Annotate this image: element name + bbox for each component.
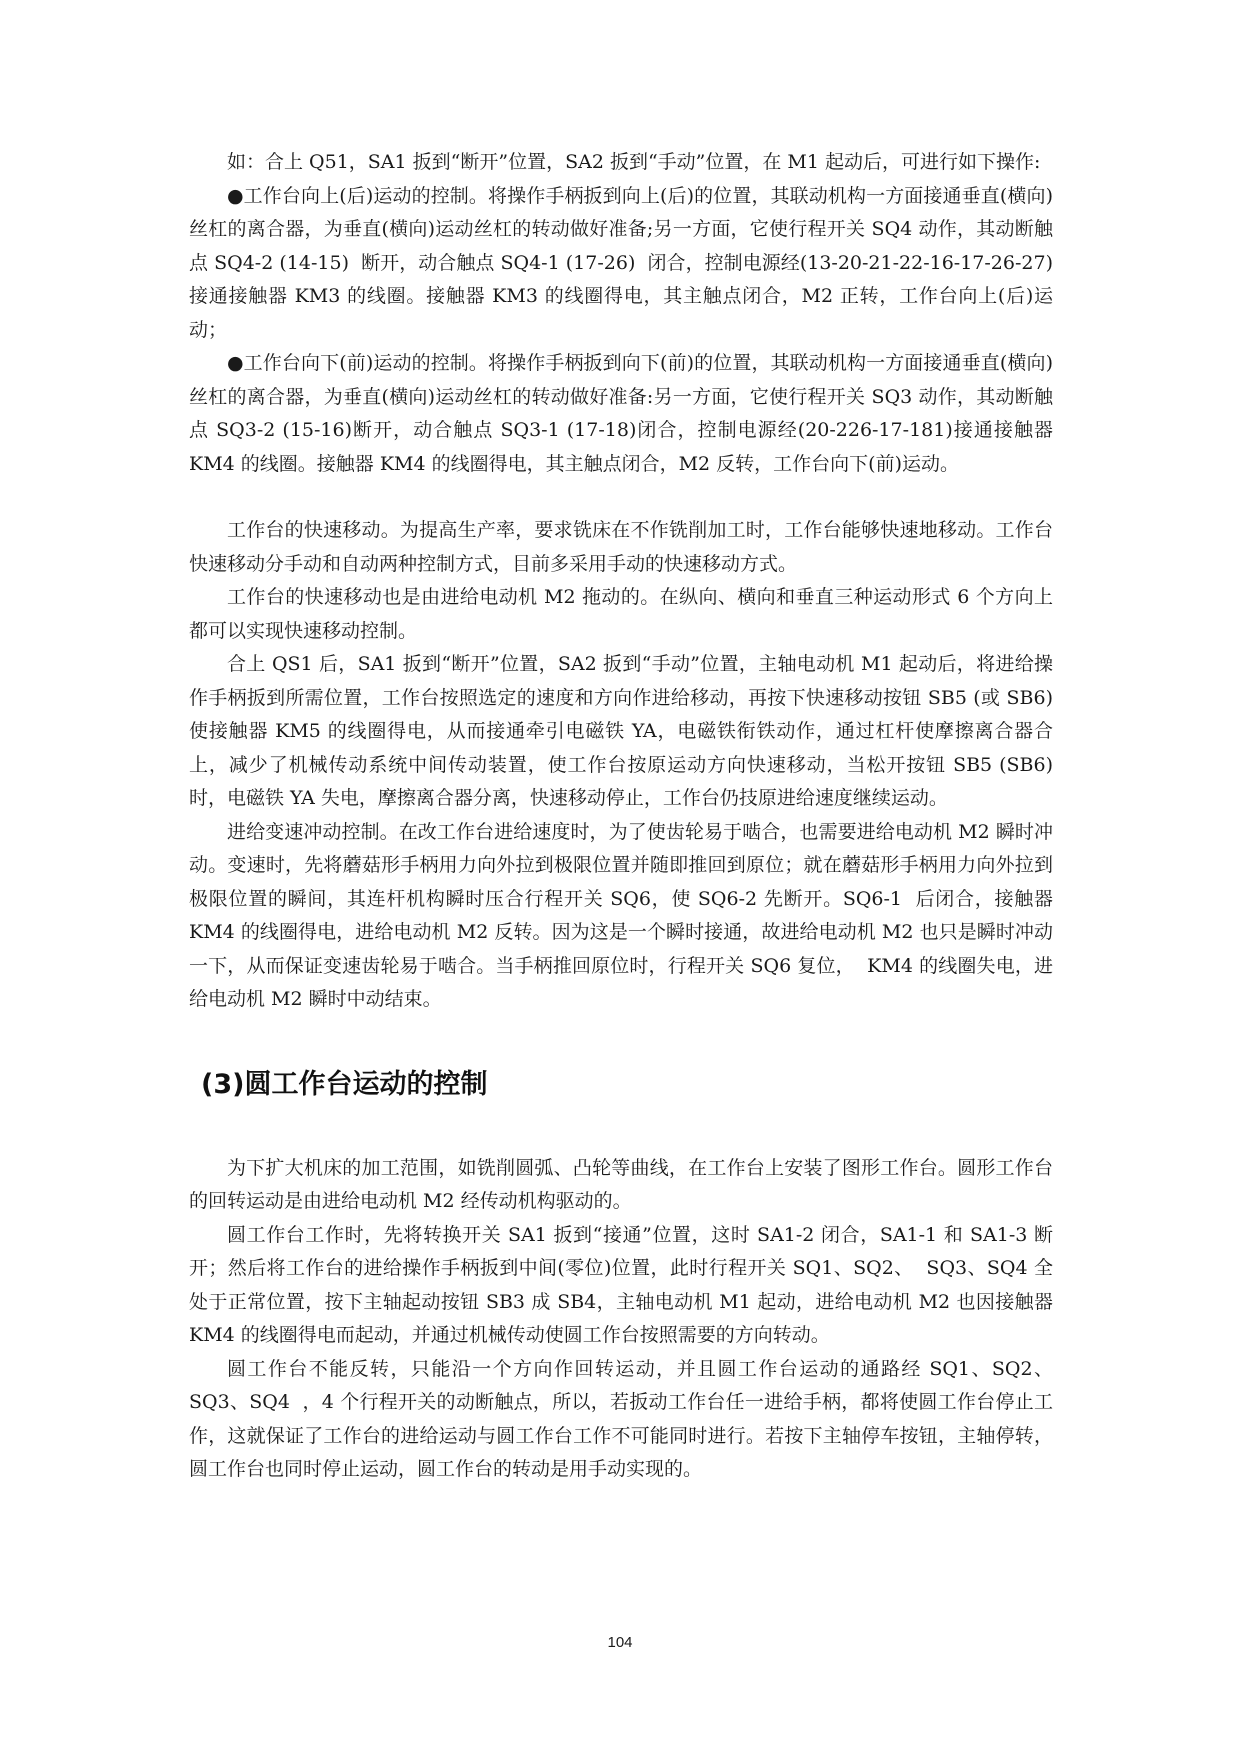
paragraph-round-table-interlock: 圆工作台不能反转，只能沿一个方向作回转运动，并且圆工作台运动的通路经 SQ1、SQ2、SQ3、SQ4 ，4 个行程开关的动断触点，所以，若扳动工作台任一进给手柄，都将使圆工作台停止工作，这就保证了工作台的进给运动与圆工作台工作不可能同时进行。若按下主轴停车按钮，主轴停转，圆工作台也同时停止运动，圆工作台的转动是用手动实现的。 <box>189 1357 1053 1480</box>
page-number: 104 <box>607 1634 633 1651</box>
paragraph-round-table-operation: 圆工作台工作时，先将转换开关 SA1 扳到“接通”位置，这时 SA1-2 闭合，SA1-1 和 SA1-3 断开；然后将工作台的进给操作手柄扳到中间(零位)位置，此时行程开关 SQ1、SQ2、 SQ3、SQ4 全处于正常位置，按下主轴起动按钮 SB3 成 SB4，主轴电动机 M1 起动，进给电动机 M2 也因接触器 KM4 的线圈得电而起动，并通过机械传动使圆工作台按照需要的方向转动。 <box>189 1223 1060 1346</box>
paragraph-feed-speed-jog: 进给变速冲动控制。在改工作台进给速度时，为了使齿轮易于啮合，也需要进给电动机 M2 瞬时冲动。变速时，先将蘑菇形手柄用力向外拉到极限位置并随即推回到原位；就在蘑菇形手柄用力向外拉到极限位置的瞬间，其连杆机构瞬时压合行程开关 SQ6，使 SQ6-2 先断开。SQ6-1 后闭合，接触器 KM4 的线圈得电，进给电动机 M2 反转。因为这是一个瞬时接通，故进给电动机 M2 也只是瞬时冲动一下，从而保证变速齿轮易于啮合。当手柄推回原位时，行程开关 SQ6 复位， KM4 的线圈失电，进给电动机 M2 瞬时中动结束。 <box>189 820 1060 1010</box>
paragraph-rapid-traverse: 工作台的快速移动。为提高生产率，要求铣床在不作铣削加工时，工作台能够快速地移动。工作台快速移动分手动和自动两种控制方式，目前多采用手动的快速移动方式。 <box>189 519 1053 575</box>
paragraph-rapid-traverse-motor: 工作台的快速移动也是由进给电动机 M2 拖动的。在纵向、横向和垂直三种运动形式 6 个方向上都可以实现快速移动控制。 <box>189 586 1053 642</box>
paragraph-table-up-control: ●工作台向上(后)运动的控制。将操作手柄扳到向上(后)的位置，其联动机构一方面接通垂直(横向)丝杠的离合器，为垂直(横向)运动丝杠的转动做好准备;另一方面，它使行程开关 SQ4 动作，其动断触点 SQ4-2 (14-15) 断开，动合触点 SQ4-1 (17-26) 闭合，控制电源经(13-20-21-22-16-17-26-27) 接通接触器 KM3 的线圈。接触器 KM3 的线圈得电，其主触点闭合，M2 正转，工作台向上(后)运动； <box>189 184 1066 341</box>
section-heading: (3)圆工作台运动的控制 <box>201 1068 488 1100</box>
paragraph-intro: 如：合上 Q51，SA1 扳到“断开”位置，SA2 扳到“手动”位置，在 M1 起动后，可进行如下操作: <box>227 151 1041 173</box>
paragraph-round-table-intro: 为下扩大机床的加工范围，如铣削圆弧、凸轮等曲线，在工作台上安装了图形工作台。圆形工作台的回转运动是由进给电动机 M2 经传动机构驱动的。 <box>189 1156 1053 1212</box>
paragraph-table-down-control: ●工作台向下(前)运动的控制。将操作手柄扳到向下(前)的位置，其联动机构一方面接通垂直(横向)丝杠的离合器，为垂直(横向)运动丝杠的转动做好准备:另一方面，它使行程开关 SQ3 动作，其动断触点 SQ3-2 (15-16)断开，动合触点 SQ3-1 (17-18)闭合，控制电源经(20-226-17-181)接通接触器 KM4 的线圈。接触器 KM4 的线圈得电，其主触点闭合，M2 反转，工作台向下(前)运动。 <box>189 352 1060 475</box>
paragraph-rapid-traverse-operation: 合上 QS1 后，SA1 扳到“断开”位置，SA2 扳到“手动”位置，主轴电动机 M1 起动后，将进给操作手柄扳到所需位置，工作台按照选定的速度和方向作进给移动，再按下快速移动按钮 SB5 (或 SB6)使接触器 KM5 的线圈得电，从而接通牵引电磁铁 YA，电磁铁衔铁动作，通过杠杆使摩擦离合器合上，减少了机械传动系统中间传动装置，使工作台按原运动方向快速移动，当松开按钮 SB5 (SB6)时，电磁铁 YA 失电，摩擦离合器分离，快速移动停止，工作台仍技原进给速度继续运动。 <box>189 653 1053 809</box>
document-page <box>189 146 1066 1487</box>
